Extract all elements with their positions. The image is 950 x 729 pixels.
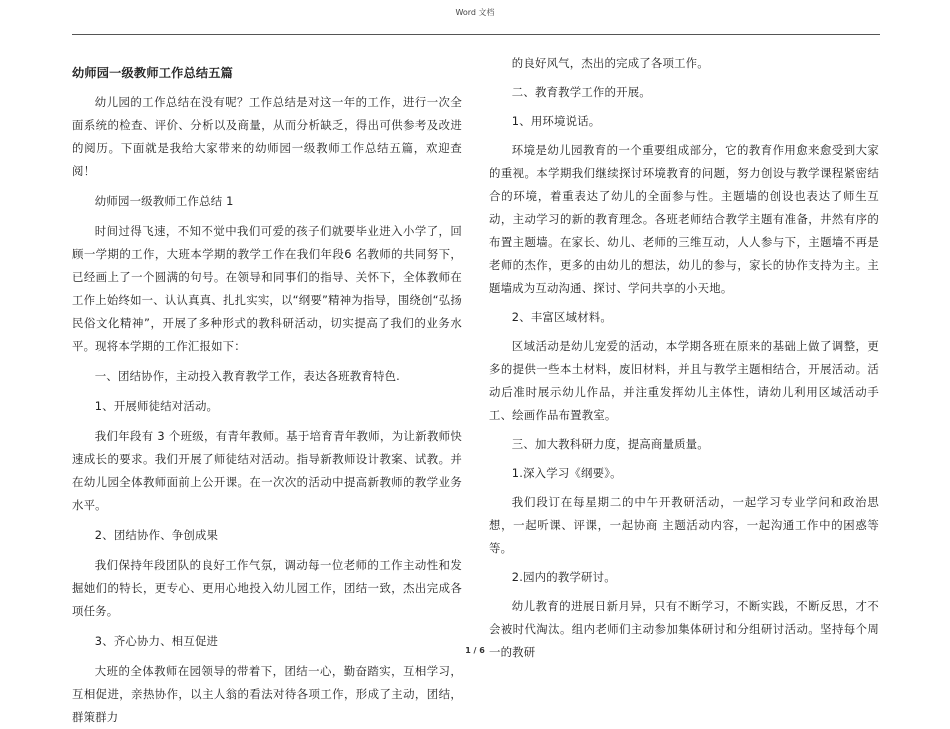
paragraph-body: 我们保持年段团队的良好工作气氛，调动每一位老师的工作主动性和发掘她们的特长，更专心、更用心地投入幼儿园工作，团结一致，杰出完成各项任务。 bbox=[72, 558, 462, 618]
subsection-heading: 3、齐心协力、相互促进 bbox=[94, 634, 219, 648]
paragraph-continuation: 的良好风气，杰出的完成了各项工作。 bbox=[511, 56, 709, 70]
paragraph-intro: 幼儿园的工作总结在没有呢？工作总结是对这一年的工作，进行一次全面系统的检查、评价、分析以及商量，从而分析缺乏，得出可供参考及改进的阅历。下面就是我给大家带来的幼师园一级教师工作总结五篇，欢迎查阅！ bbox=[72, 95, 462, 178]
paragraph-body: 我们年段有 3 个班级，有青年教师。基于培育青年教师，为让新教师快速成长的要求。我们开展了师徒结对活动。指导新教师设计教案、试教。并在幼儿园全体教师面前上公开课。在一次次的活动中提高新教师的教学业务水平。 bbox=[72, 429, 462, 512]
paragraph-body: 幼儿教育的进展日新月异，只有不断学习，不断实践，不断反思，才不会被时代淘汰。组内老师们主动参加集体研讨和分组研讨活动。坚持每个周一的教研 bbox=[489, 599, 879, 659]
left-text-column bbox=[72, 62, 462, 729]
subsection-heading: 2.园内的教学研讨。 bbox=[511, 570, 616, 584]
section-heading: 三、加大教科研力度，提高商量质量。 bbox=[511, 437, 709, 451]
subsection-heading: 1.深入学习《纲要》。 bbox=[511, 466, 622, 480]
right-text-column bbox=[489, 52, 879, 664]
header-divider bbox=[72, 34, 880, 35]
subsection-heading: 2、团结协作、争创成果 bbox=[94, 528, 219, 542]
subsection-heading: 2、丰富区域材料。 bbox=[511, 310, 612, 324]
subsection-heading: 1、用环境说话。 bbox=[511, 114, 601, 128]
subsection-heading: 1、开展师徒结对活动。 bbox=[94, 399, 219, 413]
section-heading-summary-1: 幼师园一级教师工作总结 1 bbox=[94, 194, 234, 208]
paragraph-body: 大班的全体教师在园领导的带着下，团结一心，勤奋踏实，互相学习，互相促进，亲热协作，以主人翁的看法对待各项工作，形成了主动，团结，群策群力 bbox=[72, 664, 462, 724]
page-number: 1 / 6 bbox=[465, 646, 485, 655]
paragraph-body: 时间过得飞速，不知不觉中我们可爱的孩子们就要毕业进入小学了，回顾一学期的工作，大班本学期的教学工作在我们年段6 名教师的共同努下，已经画上了一个圆满的句号。在领导和同事们的指导、关怀下，全体教师在工作上始终如一、认认真真、扎扎实实，以“纲要”精神为指导，围绕创“弘扬民俗文化精神”，开展了多种形式的教科研活动，切实提高了我们的业务水平。现将本学期的工作汇报如下： bbox=[72, 224, 462, 353]
paragraph-body: 环境是幼儿园教育的一个重要组成部分，它的教育作用愈来愈受到大家的重视。本学期我们继续探讨环境教育的问题，努力创设与教学课程紧密结合的环境，着重表达了幼儿的全面参与性。主题墙的创设也表达了师生互动，主动学习的新的教育理念。各班老师结合教学主题有准备，井然有序的布置主题墙。在家长、幼儿、老师的三维互动，人人参与下，主题墙不再是老师的杰作，更多的由幼儿的想法，幼儿的参与，家长的协作支持为主。主题墙成为互动沟通、探讨、学问共享的小天地。 bbox=[489, 143, 879, 295]
section-heading: 一、团结协作，主动投入教育教学工作，表达各班教育特色. bbox=[94, 369, 400, 383]
section-heading: 二、教育教学工作的开展。 bbox=[511, 85, 651, 99]
document-header-label: Word 文档 bbox=[455, 8, 495, 17]
paragraph-body: 区域活动是幼儿宠爱的活动，本学期各班在原来的基础上做了调整，更多的提供一些本土材料，废旧材料，并且与教学主题相结合，开展活动。活动后准时展示幼儿作品，并注重发挥幼儿主体性，请幼儿利用区域活动手工、绘画作品布置教室。 bbox=[489, 339, 879, 422]
document-title: 幼师园一级教师工作总结五篇 bbox=[72, 66, 234, 80]
paragraph-body: 我们段订在每星期二的中午开教研活动，一起学习专业学问和政治思想，一起听课、评课，一起协商 主题活动内容，一起沟通工作中的困惑等等。 bbox=[489, 495, 879, 555]
